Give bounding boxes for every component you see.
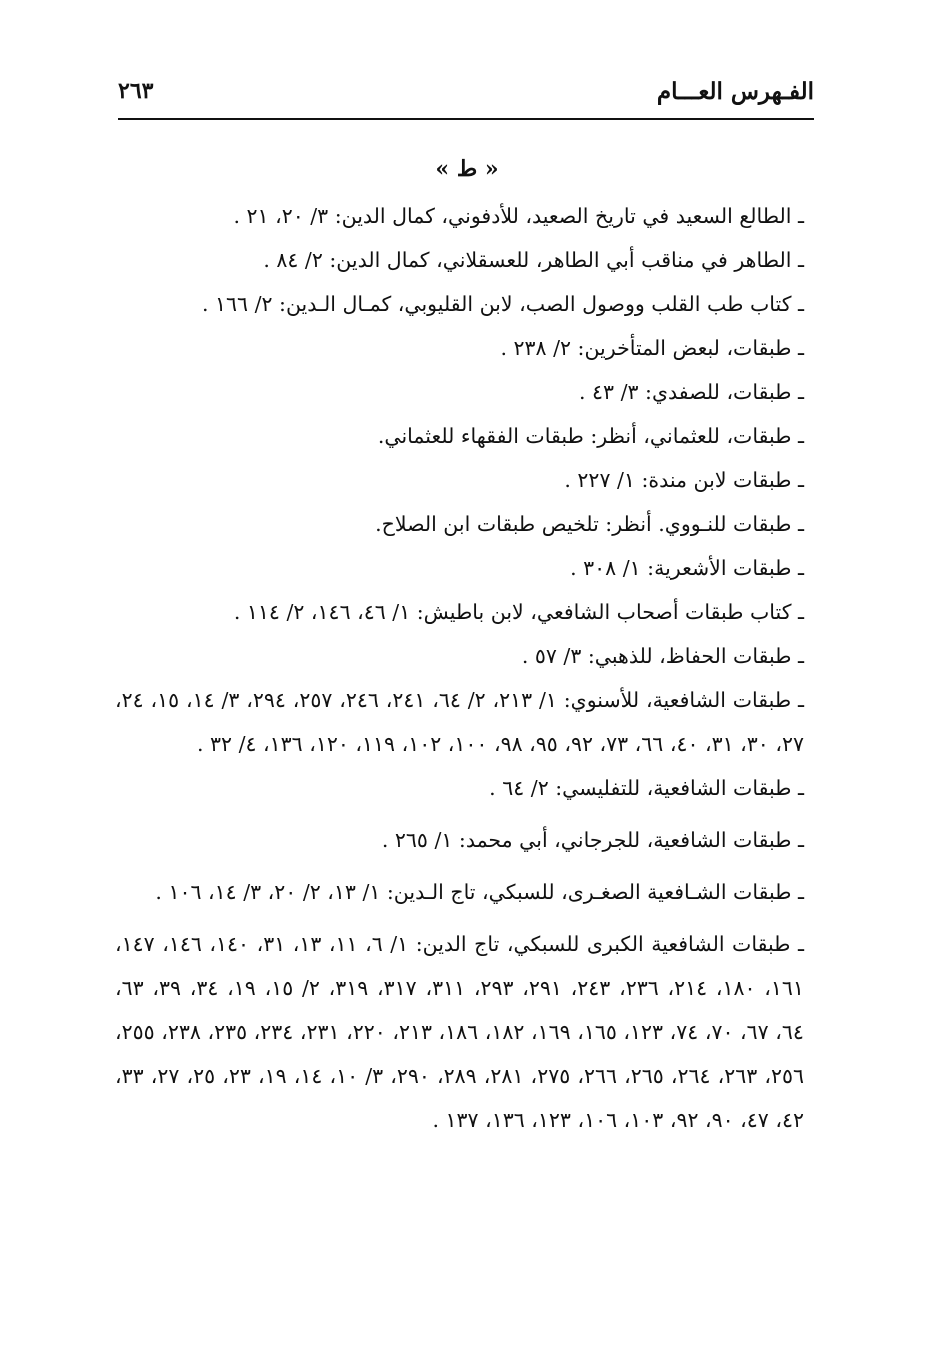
index-entry: ـ طبقات الشافعية الكبرى للسبكي، تاج الدين: ١/ ٦، ١١، ١٣، ٣١، ١٤٠، ١٤٦، ١٤٧، ١٦١، ١٨٠، ٢١٤، ٢٣٦، ٢٤٣، ٢٩١، ٢٩٣، ٣١١، ٣١٧، ٣١٩، ٢/ ١٥، ١٩، ٣٤، ٣٩، ٦٣، ٦٤، ٦٧، ٧٠، ٧٤، ١٢٣، ١٦٥، ١٦٩، ١٨٢، ١٨٦، ٢١٣، ٢٢٠، ٢٣١، ٢٣٤، ٢٣٥، ٢٣٨، ٢٥٥، ٢٥٦، ٢٦٣، ٢٦٤، ٢٦٥، ٢٦٦، ٢٧٥، ٢٨١، ٢٨٩، ٢٩٠، ٣/ ١٠، ١٤، ١٩، ٢٣، ٢٥، ٢٧، ٣٣، ٤٢، ٤٧، ٩٠، ٩٢، ١٠٣، ١٠٦، ١٢٣، ١٣٦، ١٣٧ . <box>115 932 805 1132</box>
index-entry: ـ طبقات الأشعرية: ١/ ٣٠٨ . <box>570 556 804 580</box>
index-entry: ـ طبقات الشـافعية الصغـرى، للسبكي، تاج الـدين: ١/ ١٣، ٢/ ٢٠، ٣/ ١٤، ١٠٦ . <box>155 880 804 904</box>
page-header <box>118 70 814 112</box>
index-entry: ـ طبقات لابن مندة: ١/ ٢٢٧ . <box>564 468 804 492</box>
index-entry: ـ طبقات للنـووي. أنظر: تلخيص طبقات ابن الصلاح. <box>375 512 804 536</box>
index-entries <box>115 194 804 1142</box>
header-rule <box>118 118 814 120</box>
index-entry: ـ كتاب طب القلب ووصول الصب، لابن القليوبي، كمـال الـدين: ٢/ ١٦٦ . <box>201 292 804 316</box>
index-entry: ـ طبقات الشافعية، للجرجاني، أبي محمد: ١/ ٢٦٥ . <box>381 828 804 852</box>
page-number: ٢٦٣ <box>118 78 154 104</box>
index-entry: ـ طبقات، لبعض المتأخرين: ٢/ ٢٣٨ . <box>500 336 804 360</box>
index-entry: ـ طبقات الشافعية، للتفليسي: ٢/ ٦٤ . <box>489 776 804 800</box>
index-entry: ـ طبقات الحفاظ، للذهبي: ٣/ ٥٧ . <box>521 644 804 668</box>
index-entry: ـ طبقات، للعثماني، أنظر: طبقات الفقهاء للعثماني. <box>377 424 804 448</box>
index-entry: ـ الطاهر في مناقب أبي الطاهر، للعسقلاني، كمال الدين: ٢/ ٨٤ . <box>263 248 804 272</box>
index-entry: ـ كتاب طبقات أصحاب الشافعي، لابن باطيش: ١/ ٤٦، ١٤٦، ٢/ ١١٤ . <box>233 600 804 624</box>
index-entry: ـ طبقات الشافعية، للأسنوي: ١/ ٢١٣، ٢/ ٦٤، ٢٤١، ٢٤٦، ٢٥٧، ٢٩٤، ٣/ ١٤، ١٥، ٢٤، ٢٧، ٣٠، ٣١، ٤٠، ٦٦، ٧٣، ٩٢، ٩٥، ٩٨، ١٠٠، ١٠٢، ١١٩، ١٢٠، ١٣٦، ٤/ ٣٢ . <box>115 688 804 756</box>
index-entry: ـ الطالع السعيد في تاريخ الصعيد، للأدفوني، كمال الدين: ٣/ ٢٠، ٢١ . <box>233 204 804 228</box>
section-letter: « ط » <box>435 156 499 182</box>
running-title: الفـهرس العـــام <box>656 77 814 105</box>
index-entry: ـ طبقات، للصفدي: ٣/ ٤٣ . <box>578 380 804 404</box>
